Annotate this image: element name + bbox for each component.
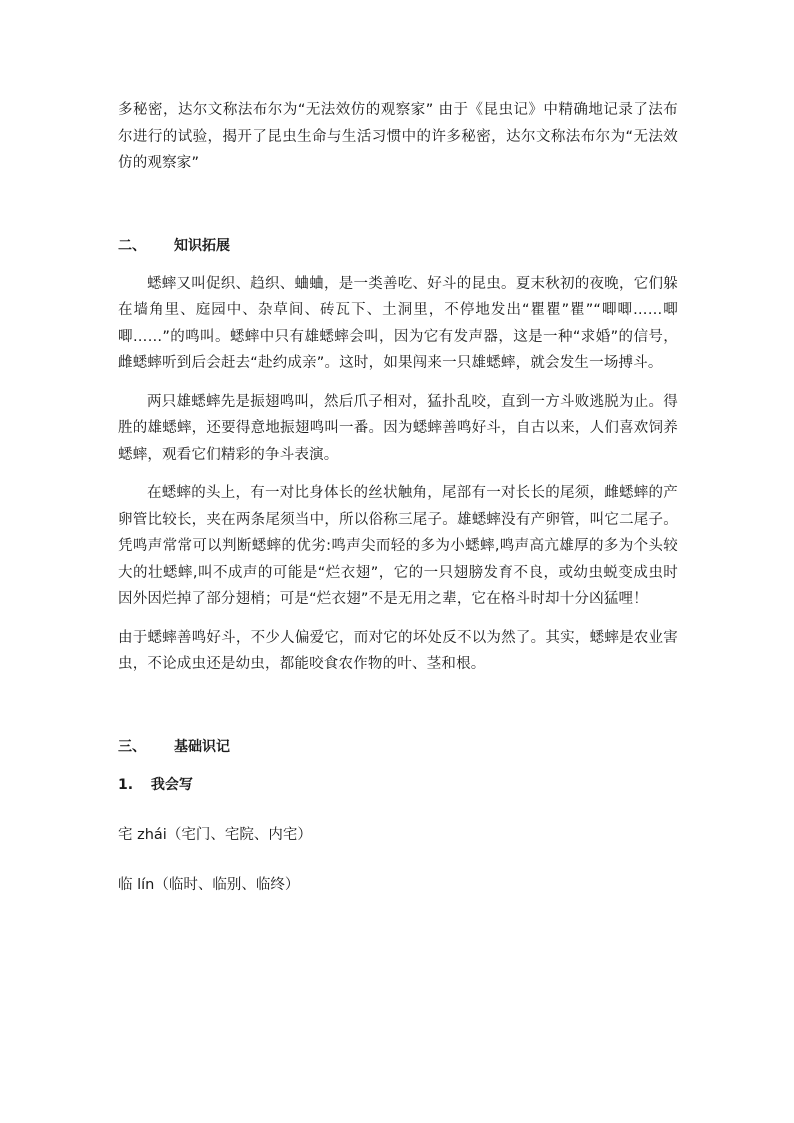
vocab-words: （宅门、宅院、内宅） [166, 826, 312, 843]
subsection-heading [118, 772, 678, 798]
paragraph-cricket-anatomy: 在蟋蟀的头上，有一对比身体长的丝状触角，尾部有一对长长的尾须，雌蟋蟀的产卵管比较长，夹在两条尾须当中，所以俗称三尾子。雄蟋蟀没有产卵管，叫它二尾子。凭鸣声常常可以判断蟋蟀的优劣:鸣声尖而轻的多为小蟋蟀,鸣声高亢雄厚的多为个头较大的壮蟋蟀,叫不成声的可能是“烂衣翅”，它的一只翅膀发育不良，或幼虫蜕变成虫时因外因烂掉了部分翅梢；可是“烂衣翅”不是无用之辈，它在格斗时却十分凶猛哩！ [118, 485, 678, 607]
vocab-item [118, 822, 678, 848]
paragraph-cricket-fight: 两只雄蟋蟀先是振翅鸣叫，然后爪子相对，猛扑乱咬，直到一方斗败逃脱为止。得胜的雄蟋蟀，还要得意地振翅鸣叫一番。因为蟋蟀善鸣好斗，自古以来，人们喜欢饲养蟋蟀，观看它们精彩的争斗表演。 [118, 393, 678, 463]
vocab-pinyin: lín [137, 876, 155, 893]
section-two-number: 二、 [118, 237, 146, 254]
subsection-title: 我会写 [150, 776, 193, 793]
document-body [118, 97, 678, 922]
subsection-number: 1. [118, 776, 134, 793]
section-three-title: 基础识记 [174, 738, 230, 755]
paragraph-cricket-intro: 蟋蟀又叫促织、趋织、蛐蛐，是一类善吃、好斗的昆虫。夏末秋初的夜晚，它们躲在墙角里、庭园中、杂草间、砖瓦下、土洞里，不停地发出“瞿瞿”瞿”“唧唧……唧唧……”的鸣叫。蟋蟀中只有雄蟋蟀会叫，因为它有发声器，这是一种“求婚”的信号，雌蟋蟀听到后会赶去“赴约成亲”。这时，如果闯来一只雄蟋蟀，就会发生一场搏斗。 [118, 275, 678, 371]
vocab-pinyin: zhái [137, 826, 167, 843]
vocab-words: （临时、临别、临终） [154, 876, 300, 893]
section-three-heading [118, 734, 678, 760]
vocab-character: 宅 [118, 826, 133, 843]
paragraph-cricket-closing: 由于蟋蟀善鸣好斗，不少人偏爱它，而对它的坏处反不以为然了。其实，蟋蟀是农业害虫，不论成虫还是幼虫，都能咬食农作物的叶、茎和根。 [118, 629, 678, 672]
intro-paragraph: 多秘密，达尔文称法布尔为“无法效仿的观察家” 由于《昆虫记》中精确地记录了法布尔进行的试验，揭开了昆虫生命与生活习惯中的许多秘密，达尔文称法布尔为“无法效仿的观察家” [118, 102, 678, 171]
vocab-character: 临 [118, 876, 133, 893]
section-two-heading [118, 233, 678, 259]
vocab-item [118, 872, 678, 898]
section-two-title: 知识拓展 [174, 237, 230, 254]
section-three-number: 三、 [118, 738, 146, 755]
